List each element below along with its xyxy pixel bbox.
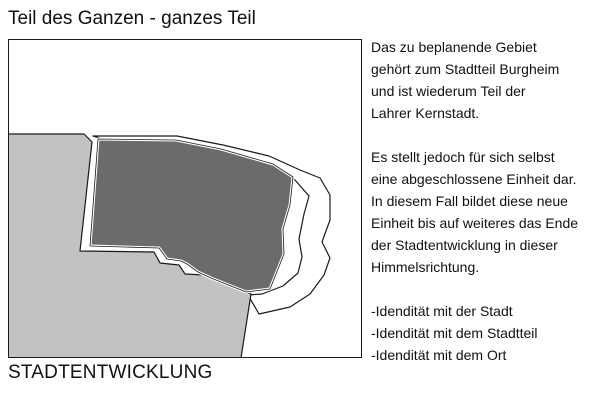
identity-item-stadt: -Idendität mit der Stadt xyxy=(371,303,513,319)
page-title: Teil des Ganzen - ganzes Teil xyxy=(8,8,256,29)
map-figure xyxy=(8,39,362,358)
text-line: Himmelsrichtung. xyxy=(371,259,480,275)
text-line: Das zu beplanende Gebiet xyxy=(371,39,537,55)
map-drawing xyxy=(8,39,362,358)
description-column xyxy=(371,36,597,366)
identity-item-ort: -Idendität mit dem Ort xyxy=(371,347,507,363)
text-line: In diesem Fall bildet diese neue xyxy=(371,193,568,209)
text-line: gehört zum Stadtteil Burgheim xyxy=(371,61,560,77)
paragraph-einheit xyxy=(371,146,597,278)
identity-list xyxy=(371,300,597,366)
paragraph-burgheim xyxy=(371,36,597,124)
text-line: eine abgeschlossene Einheit dar. xyxy=(371,171,577,187)
text-line: der Stadtentwicklung in dieser xyxy=(371,237,558,253)
text-line: und ist wiederum Teil der xyxy=(371,83,526,99)
text-line: Es stellt jedoch für sich selbst xyxy=(371,149,555,165)
identity-item-stadtteil: -Idendität mit dem Stadtteil xyxy=(371,325,538,341)
text-line: Einheit bis auf weiteres das Ende xyxy=(371,215,579,231)
text-line: Lahrer Kernstadt. xyxy=(371,105,480,121)
caption-stadtentwicklung: STADTENTWICKLUNG xyxy=(8,362,213,383)
